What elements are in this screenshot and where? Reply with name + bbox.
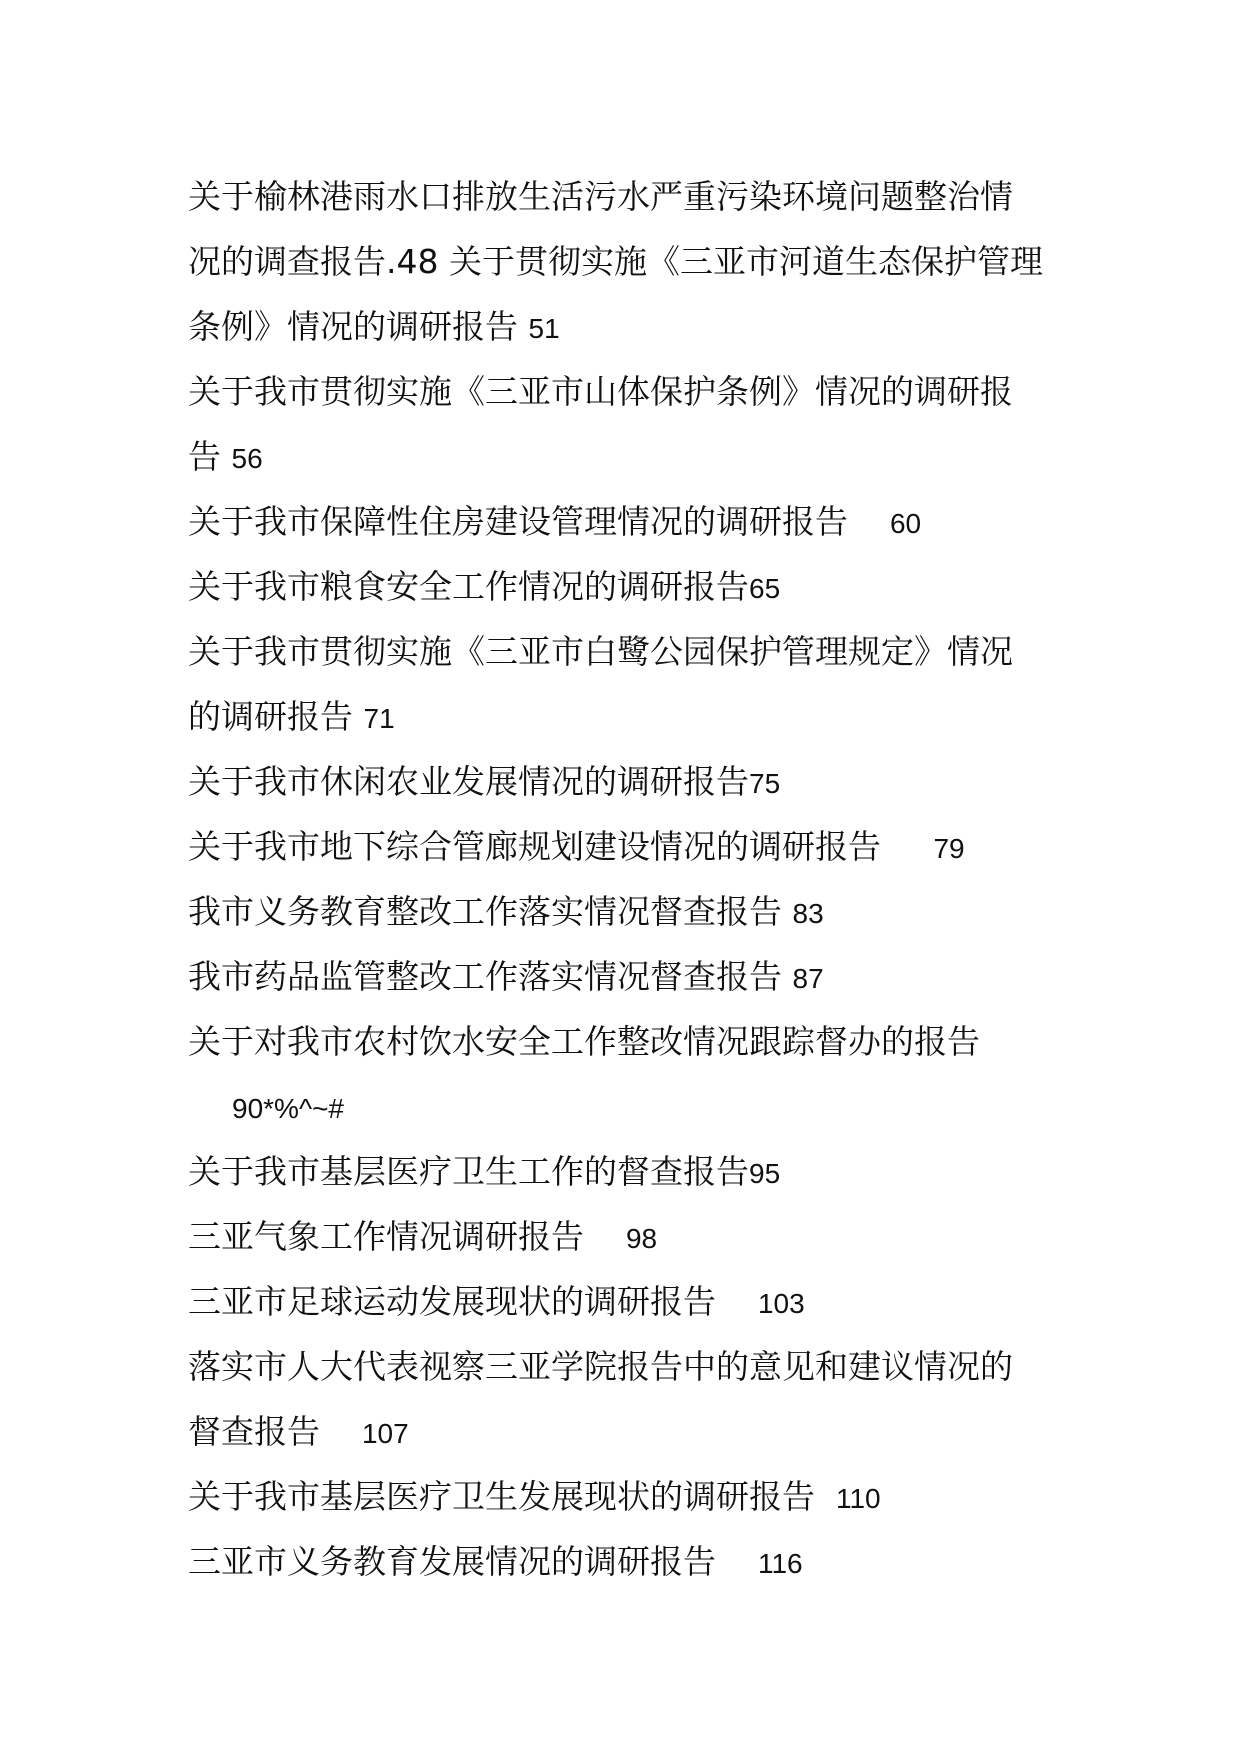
toc-line	[188, 619, 1068, 684]
toc-line	[188, 944, 1068, 1009]
toc-page-number: 51	[528, 313, 560, 344]
toc-line-text: 关于榆林港雨水口排放生活污水严重污染环境问题整治情	[188, 177, 1013, 216]
toc-page-number: 116	[757, 1548, 803, 1579]
toc-line	[188, 359, 1068, 424]
toc-page-number: 95	[749, 1158, 781, 1189]
toc-line-text: 告	[188, 437, 232, 476]
toc-line	[188, 1529, 1068, 1594]
toc-page-number: 65	[749, 573, 781, 604]
toc-line-text: 落实市人大代表视察三亚学院报告中的意见和建议情况的	[188, 1347, 1013, 1386]
toc-line-text: 关于我市贯彻实施《三亚市白鹭公园保护管理规定》情况	[188, 632, 1013, 671]
toc-line-text: 关于我市基层医疗卫生发展现状的调研报告	[188, 1477, 836, 1516]
toc-page-number: 90*%^~#	[232, 1093, 344, 1124]
toc-line	[188, 424, 1068, 489]
toc-page-number: 83	[792, 898, 824, 929]
toc-line	[188, 1399, 1068, 1464]
toc-line-text: 我市药品监管整改工作落实情况督查报告	[188, 957, 793, 996]
toc-line-text: 我市义务教育整改工作落实情况督查报告	[188, 892, 793, 931]
toc-line	[188, 1204, 1068, 1269]
toc-line	[188, 489, 1068, 554]
toc-line-text: 三亚气象工作情况调研报告	[188, 1217, 626, 1256]
toc-line-text: 关于我市休闲农业发展情况的调研报告	[188, 762, 749, 801]
toc-line-text: 督查报告	[188, 1412, 362, 1451]
toc-line	[188, 814, 1068, 879]
toc-page-number: 75	[749, 768, 781, 799]
toc-line-text: 关于我市粮食安全工作情况的调研报告	[188, 567, 749, 606]
toc-page-number: 60	[889, 508, 922, 539]
toc-line	[188, 1139, 1068, 1204]
toc-line	[188, 879, 1068, 944]
toc-line	[188, 1269, 1068, 1334]
toc-page-number: 110	[835, 1483, 881, 1514]
toc-line-text: 关于我市基层医疗卫生工作的督查报告	[188, 1152, 749, 1191]
toc-line	[188, 684, 1068, 749]
toc-page-number: 56	[231, 443, 263, 474]
toc-line-text: 况的调查报告.48 关于贯彻实施《三亚市河道生态保护管理	[188, 242, 1043, 281]
toc-line-text: 关于我市地下综合管廊规划建设情况的调研报告	[188, 827, 934, 866]
toc-line-text: 三亚市足球运动发展现状的调研报告	[188, 1282, 758, 1321]
toc-line-text: 条例》情况的调研报告	[188, 307, 529, 346]
toc-line	[188, 294, 1068, 359]
table-of-contents	[188, 164, 1068, 1594]
toc-line-text: 关于我市贯彻实施《三亚市山体保护条例》情况的调研报	[188, 372, 1013, 411]
toc-line-text: 关于对我市农村饮水安全工作整改情况跟踪督办的报告	[188, 1022, 980, 1061]
toc-line	[188, 554, 1068, 619]
toc-line	[188, 164, 1068, 229]
toc-line-text: 的调研报告	[188, 697, 364, 736]
toc-page-number: 107	[361, 1418, 409, 1449]
toc-line-text: 关于我市保障性住房建设管理情况的调研报告	[188, 502, 890, 541]
toc-line	[188, 749, 1068, 814]
toc-page-number: 79	[933, 833, 965, 864]
toc-line-text: 三亚市义务教育发展情况的调研报告	[188, 1542, 758, 1581]
toc-line	[188, 1074, 1068, 1139]
toc-page-number: 98	[625, 1223, 658, 1254]
toc-page-number: 71	[363, 703, 395, 734]
toc-line	[188, 1009, 1068, 1074]
toc-line	[188, 1464, 1068, 1529]
toc-page-number: 103	[757, 1288, 805, 1319]
toc-page-number: 87	[792, 963, 824, 994]
toc-line	[188, 229, 1068, 294]
toc-line	[188, 1334, 1068, 1399]
